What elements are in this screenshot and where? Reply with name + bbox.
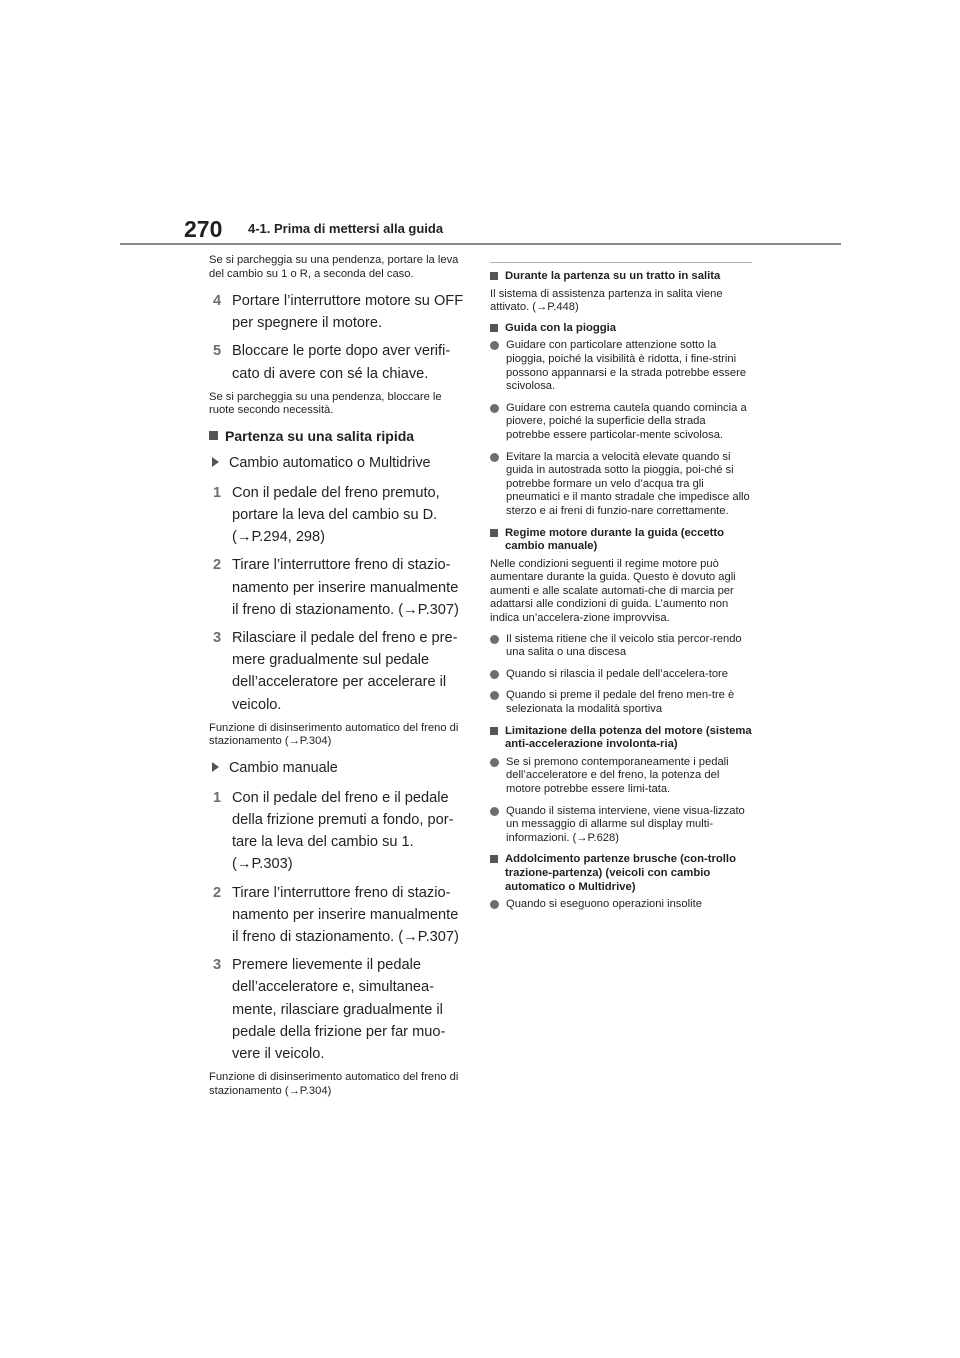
step-text: Bloccare le porte dopo aver verifi-cato di avere con sé la chiave. — [232, 343, 451, 382]
manual-step-1 — [209, 787, 467, 876]
step-text: Rilasciare il pedale del freno e pre-mere gradualmente sul pedale dell’acceleratore per accelerare il veicolo. — [232, 630, 458, 713]
step-text: Con il pedale del freno premuto, portare la leva del cambio su D. (→P.294, 298) — [232, 484, 440, 546]
square-bullet-icon — [209, 431, 218, 440]
auto-step-2 — [209, 554, 467, 621]
bullet-item: Se si premono contemporaneamente i pedali dell’acceleratore e del freno, la potenza del motore potrebbe essere limi-tata. — [490, 756, 752, 797]
info-heading-rain: Guida con la pioggia — [490, 322, 752, 336]
circle-bullet-icon — [490, 900, 499, 909]
triangle-arrow-icon — [212, 457, 219, 467]
square-bullet-icon — [490, 727, 498, 735]
info-heading-drive-start-control: Addolcimento partenze brusche (con-trollo trazione-partenza) (veicoli con cambio automatico o Multidrive) — [490, 853, 752, 894]
step-number: 2 — [213, 884, 222, 901]
auto-step-3 — [209, 627, 467, 716]
bullet-item: Evitare la marcia a velocità elevate quando si guida in autostrada sotto la pioggia, poi-ché si potrebbe formare un velo d’acqua tra gli pneumatici e il manto stradale che impedisce allo sterzo e ai freni di funzio-nare correttamente. — [490, 451, 752, 519]
step-text: Con il pedale del freno e il pedale della frizione premuti a fondo, por-tare la leva del cambio su 1. (→P.303) — [232, 789, 454, 873]
manual-step-3 — [209, 954, 467, 1065]
step-number: 1 — [213, 789, 222, 806]
info-heading-uphill: Durante la partenza su un tratto in salita — [490, 270, 752, 284]
page-number: 270 — [184, 216, 223, 242]
left-column — [209, 254, 467, 1107]
circle-bullet-icon — [490, 635, 499, 644]
step-text: Tirare l’interruttore freno di stazio-namento per inserire manualmente il freno di stazionamento. (→P.307) — [232, 557, 459, 618]
step-number: 3 — [213, 630, 222, 647]
info-heading-power-limit: Limitazione della potenza del motore (sistema anti-accelerazione involonta-ria) — [490, 725, 752, 752]
bullet-item: Quando si preme il pedale del freno men-tre è selezionata la modalità sportiva — [490, 689, 752, 716]
step-text: Tirare l’interruttore freno di stazio-namento per inserire manualmente il freno di stazionamento. (→P.307) — [232, 884, 459, 946]
auto-release-note: Funzione di disinserimento automatico del freno di stazionamento (→P.304) — [209, 721, 459, 748]
chapter-title: 4-1. Prima di mettersi alla guida — [248, 221, 444, 236]
info-paragraph: Nelle condizioni seguenti il regime motore può aumentare durante la guida. Questo è dovuto agli aumenti e alle scalate automati-che di marcia per adattarsi alle condizioni di guida. L’aumento non indica un’accelera-zione improvvisa. — [490, 557, 736, 625]
info-heading-engine-speed: Regime motore durante la guida (eccetto cambio manuale) — [490, 527, 752, 554]
square-bullet-icon — [490, 855, 498, 863]
step-4 — [209, 290, 467, 334]
parking-note: Se si parcheggia su una pendenza, portare la leva del cambio su 1 o R, a seconda del caso. — [209, 254, 459, 280]
step-text: Portare l’interruttore motore su OFF per spegnere il motore. — [232, 293, 464, 332]
step-5 — [209, 340, 467, 384]
step-number: 2 — [213, 557, 222, 574]
section-heading-uphill-start: Partenza su una salita ripida — [209, 427, 467, 445]
auto-step-1 — [209, 482, 467, 549]
wheel-block-note: Se si parcheggia su una pendenza, bloccare le ruote secondo necessità. — [209, 390, 442, 417]
circle-bullet-icon — [490, 758, 499, 767]
subheading-manual: Cambio manuale — [209, 758, 467, 778]
page-header — [0, 0, 960, 250]
step-number: 4 — [213, 293, 222, 309]
circle-bullet-icon — [490, 807, 499, 816]
subheading-automatic: Cambio automatico o Multidrive — [209, 453, 467, 473]
square-bullet-icon — [490, 529, 498, 537]
manual-step-2 — [209, 882, 467, 949]
step-number: 5 — [213, 343, 222, 360]
bullet-item: Guidare con particolare attenzione sotto la pioggia, poiché la visibilità è ridotta, i fine-strini possono appannarsi e la strada potrebbe essere scivolosa. — [490, 339, 752, 393]
header-rule — [120, 243, 841, 245]
bullet-item: Quando si rilascia il pedale dell’accelera-tore — [490, 668, 752, 682]
step-text: Premere lievemente il pedale dell’acceleratore e, simultanea-mente, rilasciare gradualmente il pedale della frizione per far muo-vere il veicolo. — [232, 957, 446, 1063]
circle-bullet-icon — [490, 453, 499, 462]
bullet-item: Guidare con estrema cautela quando comincia a piovere, poiché la superficie della strada potrebbe essere particolar-mente scivolosa. — [490, 402, 752, 443]
triangle-arrow-icon — [212, 762, 219, 772]
square-bullet-icon — [490, 324, 498, 332]
bullet-item: Quando si eseguono operazioni insolite — [490, 898, 752, 912]
info-section-rule — [490, 262, 752, 263]
circle-bullet-icon — [490, 341, 499, 350]
bullet-item: Quando il sistema interviene, viene visua-lizzato un messaggio di allarme sul display multi-informazioni. (→P.628) — [490, 805, 752, 846]
step-number: 3 — [213, 957, 222, 974]
info-paragraph: Il sistema di assistenza partenza in salita viene attivato. (→P.448) — [490, 287, 723, 314]
bullet-item: Il sistema ritiene che il veicolo stia percor-rendo una salita o una discesa — [490, 633, 752, 660]
circle-bullet-icon — [490, 691, 499, 700]
square-bullet-icon — [490, 272, 498, 280]
step-number: 1 — [213, 484, 222, 501]
right-column — [490, 254, 752, 920]
circle-bullet-icon — [490, 404, 499, 413]
manual-release-note: Funzione di disinserimento automatico del freno di stazionamento (→P.304) — [209, 1071, 459, 1097]
circle-bullet-icon — [490, 670, 499, 679]
